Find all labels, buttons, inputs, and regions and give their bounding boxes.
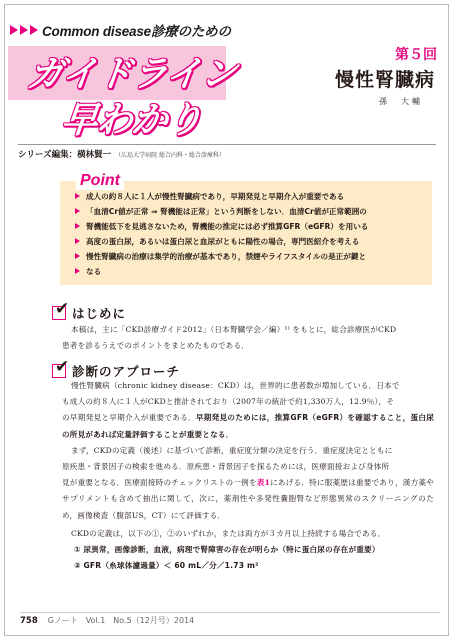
series-title-line1: ガイドライン <box>25 54 238 95</box>
para-text: 薬剤性や多発性嚢胞腎など形態異常のスクリーニングのため，画像検査（腹部US，CT）にて評価する． <box>62 494 435 520</box>
para-line <box>62 475 434 524</box>
editor-label: シリーズ編集：横林賢一 <box>18 150 112 160</box>
criteria-item: ② GFR（糸球体濾過量）＜ 60 mL／分／1.73 m² <box>74 561 259 571</box>
para-line: 慢性腎臓病（chronic kidney disease：CKD）は，世界的に患者数が増加している．日本で <box>71 381 400 390</box>
series-tag <box>10 20 231 40</box>
issue-number: 第５回 <box>395 47 437 63</box>
para-line <box>62 410 434 442</box>
point-list <box>74 189 424 279</box>
para-text: の早期発見と早期介入が重要である． <box>62 413 196 423</box>
series-editor <box>18 144 436 160</box>
para-line: CKDの定義は，以下の①，②のいずれか，または両方が３カ月以上持続する場合である． <box>71 528 386 538</box>
point-box <box>60 181 432 285</box>
diagnosis-text <box>62 378 434 574</box>
para-text: 見が重要となる．医療面接時のチェックリストの一例を <box>62 478 257 488</box>
point-item: 「血清Cr値が正常 ⇒ 腎機能は正常」という判断をしない．血清Cr値が正常範囲の <box>74 204 424 219</box>
section-title: 診断のアプローチ <box>72 364 181 379</box>
criteria-item: ① 尿異常，画像診断，血液，病理で腎障害の存在が明らか（特に蛋白尿の存在が重要） <box>74 545 380 555</box>
author-name: 孫 大輔 <box>379 97 423 106</box>
editor-affiliation: （広島大学病院 総合内科・総合診療科） <box>115 152 225 159</box>
point-item: 成人の約８人に１人が慢性腎臓病であり，早期発見と早期介入が重要である <box>74 189 424 204</box>
section-heading-intro <box>52 299 127 322</box>
section-title: はじめに <box>72 306 127 321</box>
checkbox-icon: ✔ <box>52 364 66 378</box>
para-line: まず，CKDの定義（後述）に基づいて診断，重症度分類の決定を行う．重症度決定とともに <box>71 445 393 455</box>
para-line: も成人の約８人に１人がCKDと推計されており（2007年の統計で約1,330万人，12.9％），そ <box>62 397 395 407</box>
journal-info: Gノート Vol.1 No.5（12月号）2014 <box>47 616 195 625</box>
point-item-cont: 腎機能低下を見逃さないため，腎機能の推定には必ず推算GFR（eGFR）を用いる <box>74 219 424 234</box>
para-line: 原疾患・背景因子の検索を進める．原疾患・背景因子を探るためには，医療面接および身体所 <box>62 462 390 472</box>
page-footer <box>20 612 440 626</box>
checkbox-icon: ✔ <box>52 306 66 320</box>
series-title-line2: 早わかり <box>59 100 204 141</box>
intro-line: 患者を診るうえでのポイントをまとめたものである． <box>62 341 250 351</box>
series-tag-text: Common disease診療のための <box>42 24 231 39</box>
intro-text <box>62 322 434 354</box>
point-label: Point <box>76 172 124 190</box>
triangle-arrows-icon <box>10 25 38 35</box>
point-item: 慢性腎臓病の治療は集学的治療が基本であり，禁煙やライフスタイルの是正が鍵と <box>74 249 424 264</box>
point-item-cont: なる <box>74 264 424 279</box>
key-statement: 早期発見のためには，推算GFR（eGFR）を確認すること，蛋白尿の所見があれば定量評価することが重要となる． <box>62 413 434 439</box>
point-item: 高度の蛋白尿，あるいは蛋白尿と血尿がともに陽性の場合，専門医紹介を考える <box>74 234 424 249</box>
table-reference-link[interactable]: 表1 <box>256 478 271 488</box>
intro-line: 本稿は，主に「CKD診療ガイド2012」（日本腎臓学会／編）¹⁾ をもとに，総合診療医がCKD <box>71 325 397 334</box>
para-text: にあげる．特に服薬歴は重要であり，漢方薬やサプリメントも含めて抽出に関して，次に， <box>62 478 435 504</box>
page-number: 758 <box>20 616 38 626</box>
topic-title: 慢性腎臓病 <box>334 69 435 91</box>
